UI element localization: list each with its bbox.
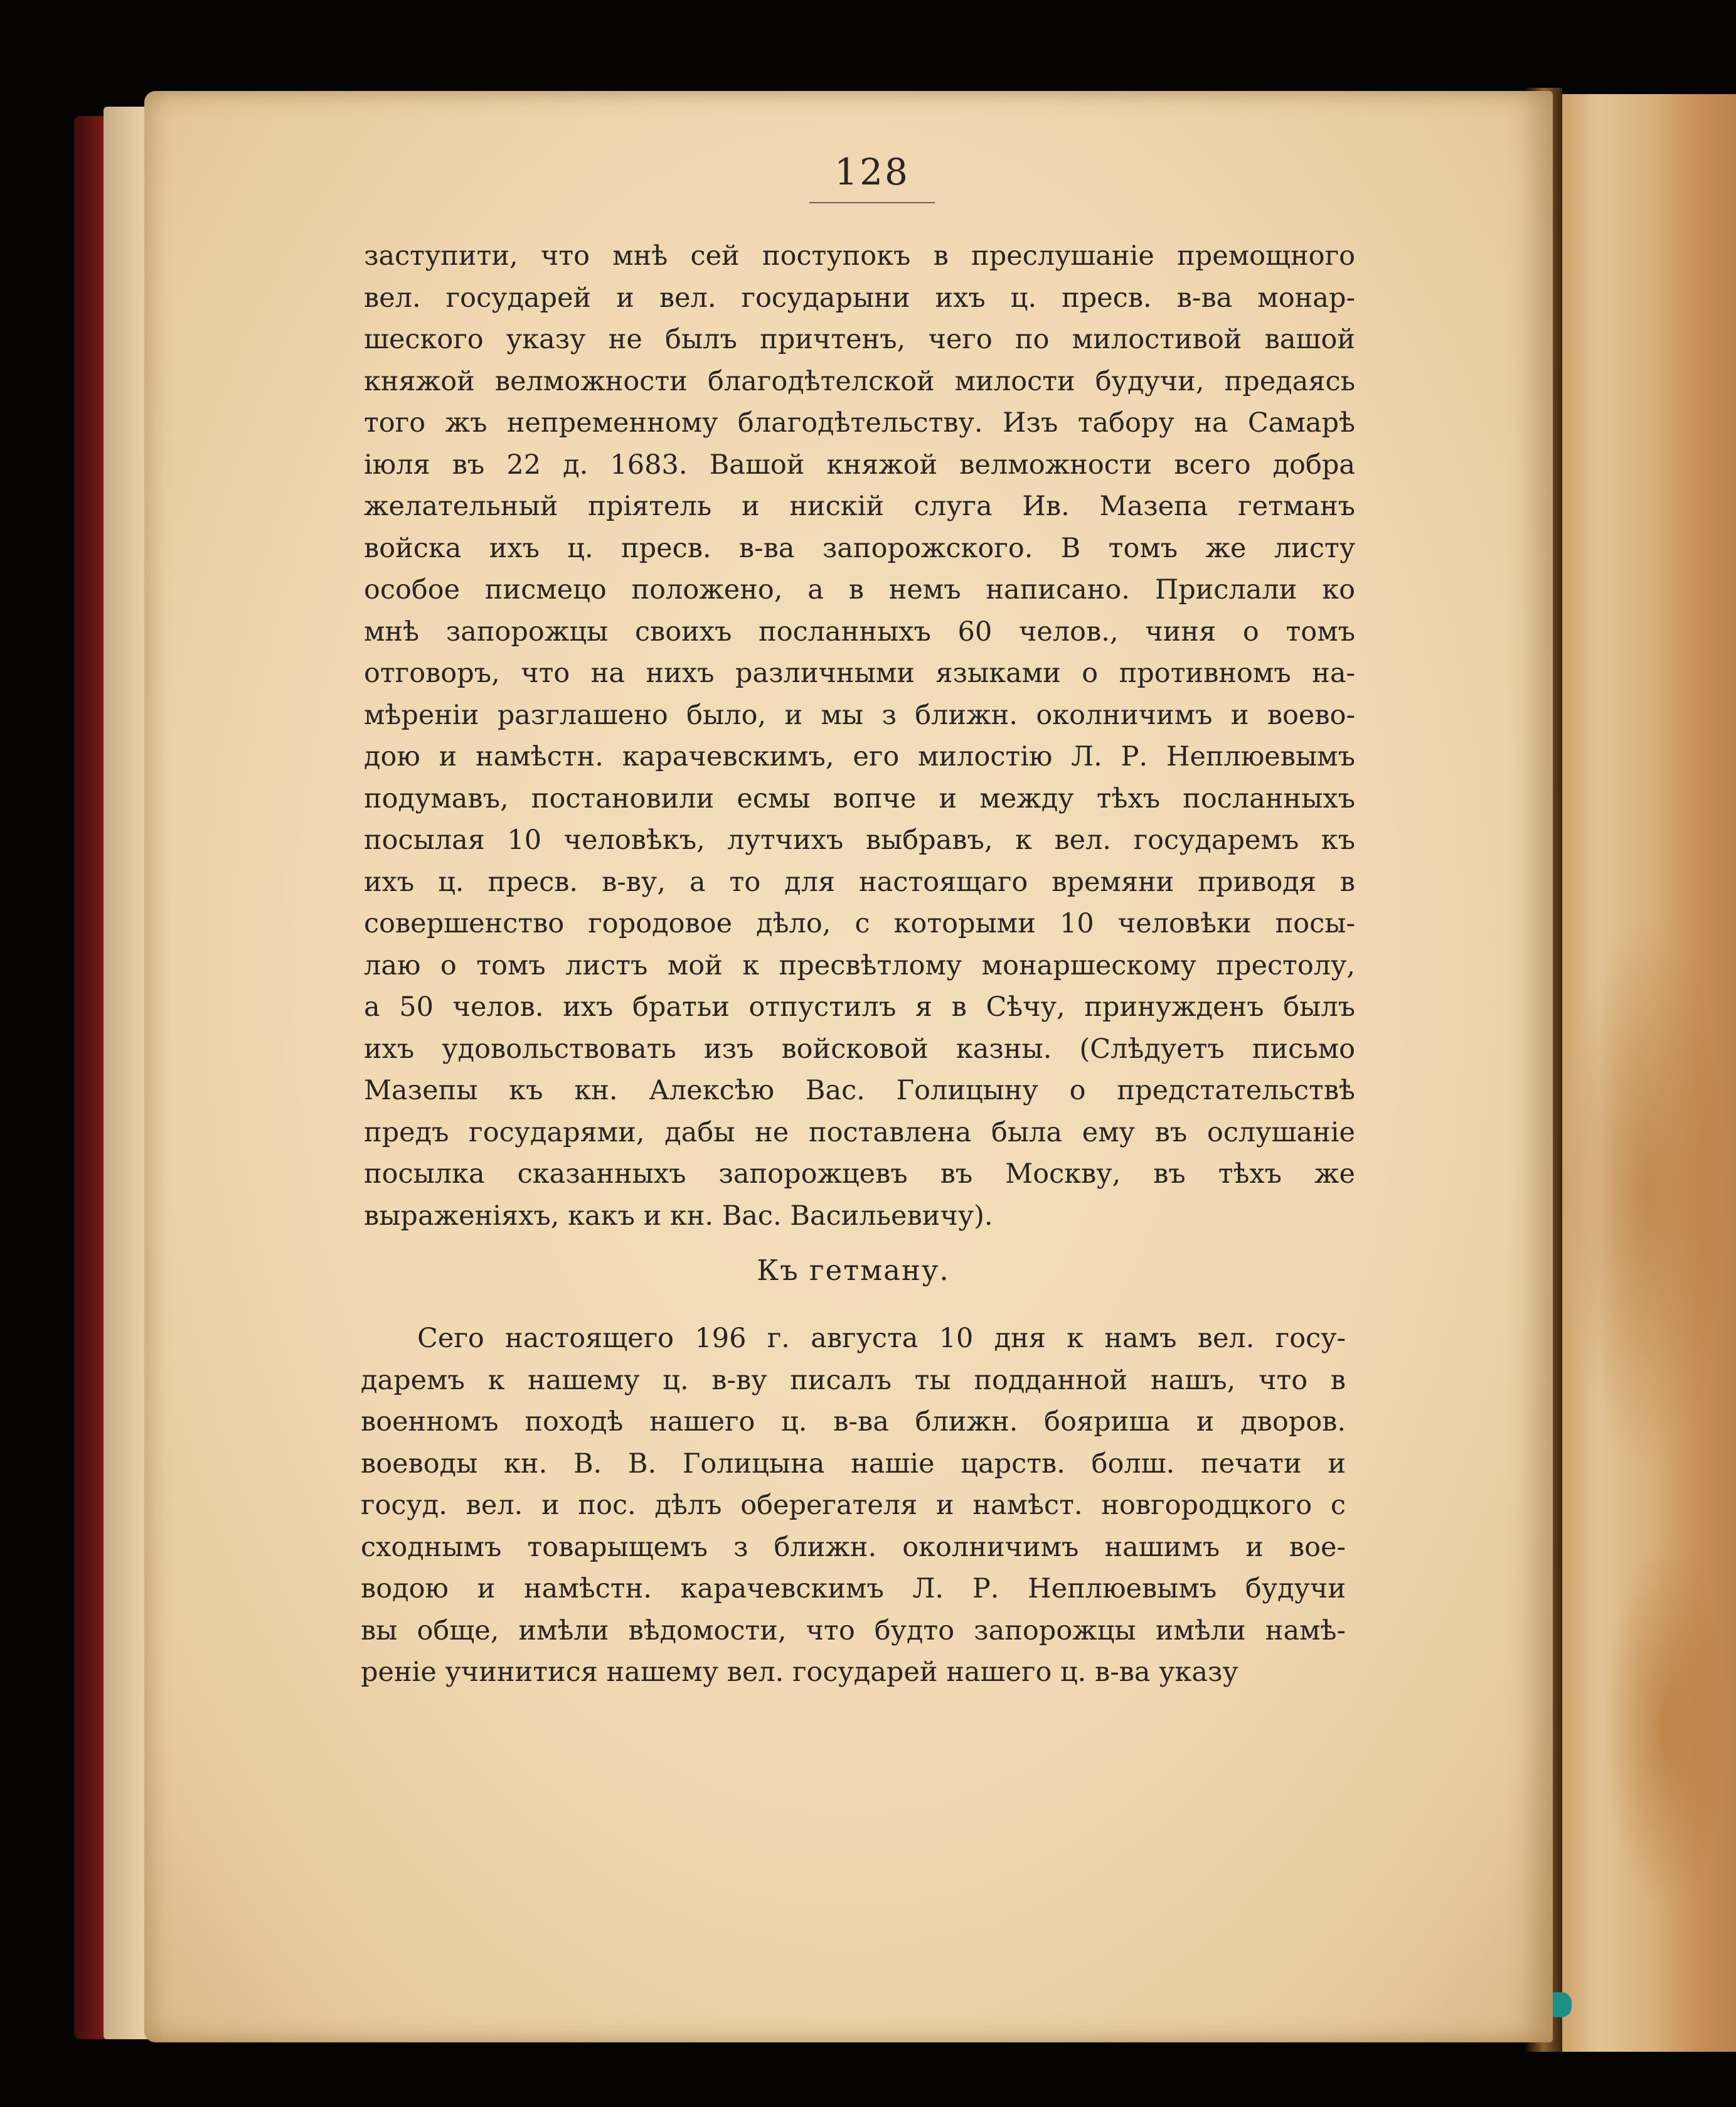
text-line: госуд. вел. и пос. дѣлъ оберегателя и намѣст. новгородцкого с xyxy=(361,1490,1346,1521)
text-line: іюля въ 22 д. 1683. Вашой княжой велможности всего добра xyxy=(364,449,1355,481)
water-stain xyxy=(1565,910,1728,1475)
text-line: войска ихъ ц. пресв. в-ва запорожского. В томъ же листу xyxy=(364,532,1355,564)
text-line: подумавъ, постановили есмы вопче и между тѣхъ посланныхъ xyxy=(364,782,1355,814)
text-line: даремъ к нашему ц. в-ву писалъ ты подданной нашъ, что в xyxy=(361,1364,1346,1396)
water-stain xyxy=(1603,1537,1728,1914)
body-text-lower xyxy=(361,1254,1346,1694)
text-line: ихъ удовольствовать изъ войсковой казны. (Слѣдуетъ письмо xyxy=(364,1033,1355,1065)
facing-page-torn xyxy=(1553,94,1736,2052)
text-line: дою и намѣстн. карачевскимъ, его милостію Л. Р. Неплюевымъ xyxy=(364,741,1355,772)
text-line: мѣреніи разглашено было, и мы з ближн. околничимъ и воево- xyxy=(364,699,1355,731)
text-line: военномъ походѣ нашего ц. в-ва ближн. бояриша и дворов. xyxy=(361,1406,1346,1438)
text-line: ихъ ц. пресв. в-ву, а то для настоящаго времяни приводя в xyxy=(364,866,1355,898)
text-line: Сего настоящего 196 г. августа 10 дня к намъ вел. госу- xyxy=(417,1323,1346,1354)
text-line: посылка сказанныхъ запорожцевъ въ Москву, въ тѣхъ же xyxy=(364,1158,1355,1190)
text-line: выраженіяхъ, какъ и кн. Вас. Васильевичу). xyxy=(364,1200,993,1232)
text-line: особое писмецо положено, а в немъ написано. Прислали ко xyxy=(364,574,1355,605)
page-number: 128 xyxy=(834,151,910,193)
text-line: того жъ непременному благодѣтельству. Изъ табору на Самарѣ xyxy=(364,407,1355,439)
text-line: Мазепы къ кн. Алексѣю Вас. Голицыну о предстательствѣ xyxy=(364,1075,1355,1106)
text-line: желательный пріятель и нискій слуга Ив. Мазепа гетманъ xyxy=(364,491,1355,522)
text-line: княжой велможности благодѣтелской милости будучи, предаясь xyxy=(364,365,1355,397)
text-line: вы обще, имѣли вѣдомости, что будто запорожцы имѣли намѣ- xyxy=(361,1614,1346,1646)
text-line: лаю о томъ листъ мой к пресвѣтлому монаршескому престолу, xyxy=(364,949,1355,981)
section-heading: Къ гетману. xyxy=(757,1254,950,1287)
body-text-upper xyxy=(364,235,1355,1237)
text-line: а 50 челов. ихъ братьи отпустилъ я в Сѣчу, принужденъ былъ xyxy=(364,991,1355,1023)
text-line: водою и намѣстн. карачевскимъ Л. Р. Неплюевымъ будучи xyxy=(361,1573,1346,1604)
text-line: совершенство городовое дѣло, с которыми 10 человѣки посы- xyxy=(364,908,1355,939)
text-line: отговоръ, что на нихъ различными языками о противномъ на- xyxy=(364,658,1355,689)
text-line: заступити, что мнѣ сей поступокъ в преслушаніе премощного xyxy=(364,240,1355,272)
text-line: посылая 10 человѣкъ, лутчихъ выбравъ, к вел. государемъ къ xyxy=(364,824,1355,856)
text-line: вел. государей и вел. государыни ихъ ц. пресв. в-ва монар- xyxy=(364,282,1355,314)
text-line: реніе учинитися нашему вел. государей нашего ц. в-ва указу xyxy=(361,1656,1238,1688)
page-number-rule xyxy=(809,202,935,203)
text-line: сходнымъ товарыщемъ з ближн. околничимъ нашимъ и вое- xyxy=(361,1531,1346,1563)
text-line: шеского указу не былъ причтенъ, чего по милостивой вашой xyxy=(364,324,1355,355)
text-line: предъ государями, дабы не поставлена была ему въ ослушаніе xyxy=(364,1116,1355,1148)
text-line: мнѣ запорожцы своихъ посланныхъ 60 челов., чиня о томъ xyxy=(364,616,1355,648)
text-line: воеводы кн. В. В. Голицына нашіе царств. болш. печати и xyxy=(361,1448,1346,1480)
